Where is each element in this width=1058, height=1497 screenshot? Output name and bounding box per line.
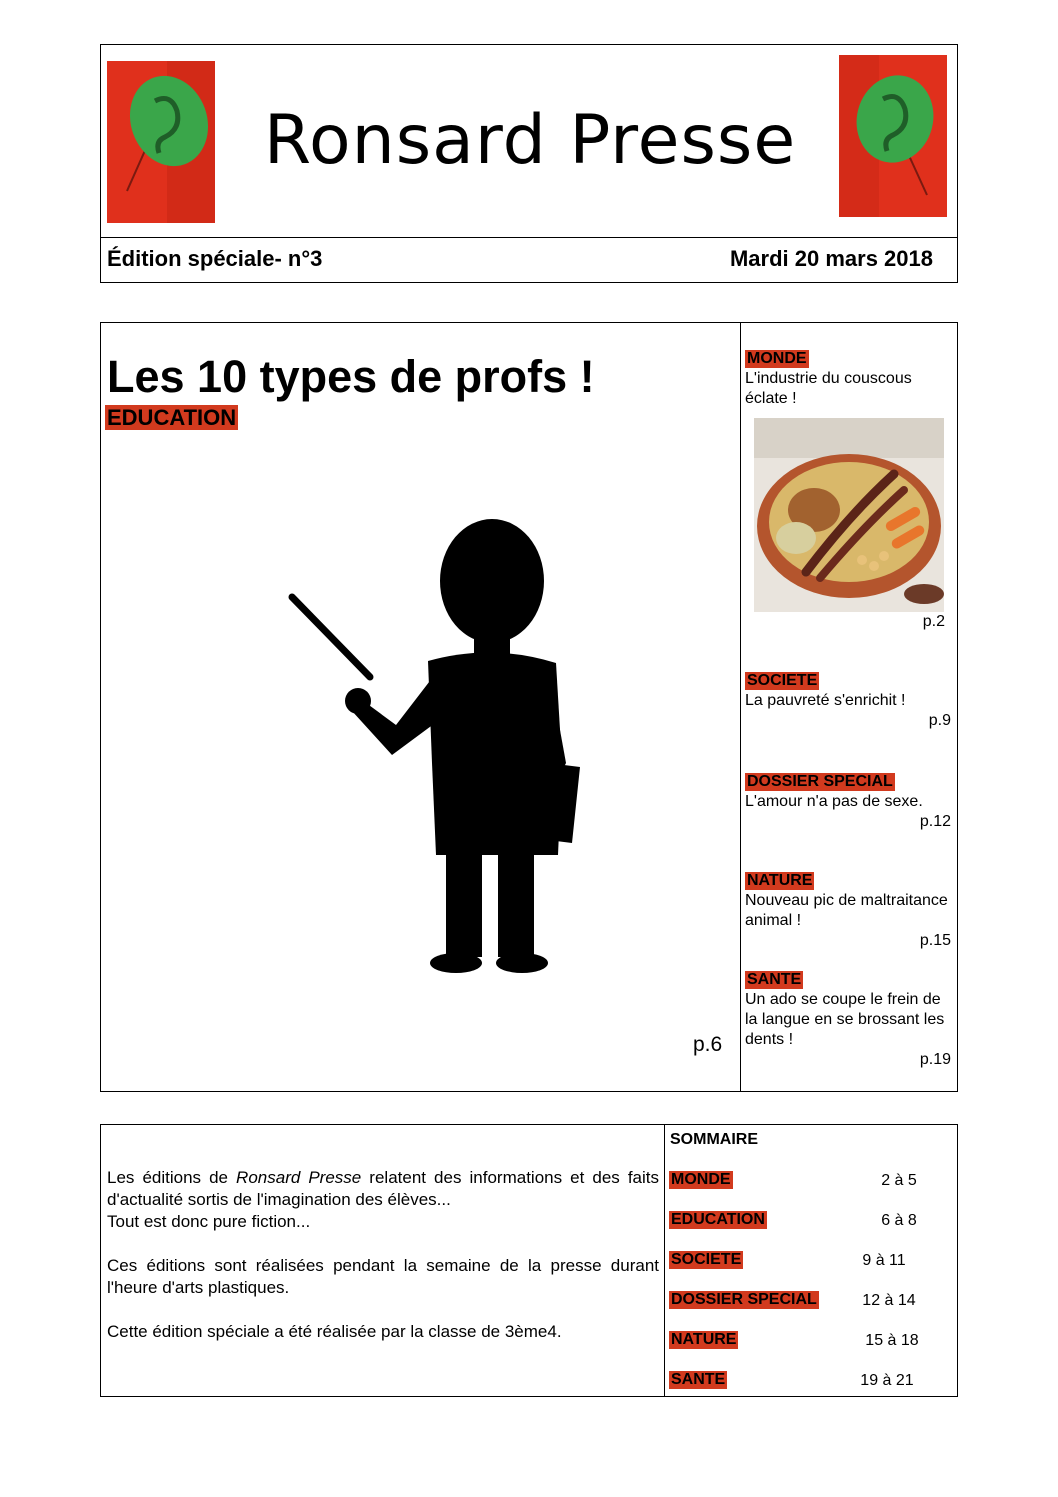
edition-bar: [100, 237, 958, 283]
teacher-silhouette-icon: [146, 463, 706, 1003]
sidebar-category: SOCIETE: [747, 672, 818, 689]
newspaper-title: Ronsard Presse: [263, 101, 797, 180]
main-headline: Les 10 types de profs !: [107, 351, 595, 402]
sidebar-text: L'industrie du couscous éclate !: [745, 370, 912, 407]
footer-text: Cette édition spéciale a été réalisée par la classe de 3ème4.: [107, 1322, 562, 1341]
sidebar-item-sante: [745, 970, 951, 1070]
toc-pages: 9 à 11: [862, 1252, 906, 1269]
toc-row: [669, 1251, 951, 1273]
sidebar-page: p.19: [919, 1051, 951, 1068]
front-page-section: [100, 322, 958, 1092]
toc-section: DOSSIER SPECIAL: [671, 1291, 817, 1308]
sommaire-title: SOMMAIRE: [670, 1131, 758, 1148]
toc-section: SANTE: [671, 1371, 726, 1388]
sidebar-text: La pauvreté s'enrichit !: [745, 692, 906, 709]
green-leaf-ear-icon: [839, 55, 947, 217]
sidebar-page: p.9: [928, 712, 951, 729]
column-divider: [740, 323, 741, 1091]
footer-section: [100, 1124, 958, 1397]
toc-section: NATURE: [671, 1331, 737, 1348]
footer-text: Tout est donc pure fiction...: [107, 1212, 311, 1231]
sidebar-category: NATURE: [747, 872, 813, 889]
toc-section: SOCIETE: [671, 1251, 742, 1268]
edition-label: Édition spéciale- n°3: [107, 246, 323, 271]
footer-text: Ces éditions sont réalisées pendant la semaine de la presse durant l'heure d'arts plastiques.: [107, 1256, 659, 1297]
sidebar-category: SANTE: [747, 971, 802, 988]
toc-pages: 6 à 8: [881, 1212, 917, 1229]
green-leaf-ear-icon: [107, 61, 215, 223]
toc-pages: 12 à 14: [862, 1292, 916, 1309]
sidebar-page: p.2: [922, 613, 945, 630]
masthead: [100, 44, 958, 238]
sidebar-item-nature: [745, 871, 951, 951]
sidebar-text: Nouveau pic de maltraitance animal !: [745, 892, 948, 929]
sidebar-page: p.15: [919, 932, 951, 949]
toc-row: [669, 1371, 951, 1393]
sidebar-item-dossier-special: [745, 772, 951, 832]
toc-row: [669, 1331, 951, 1353]
footer-text: Les éditions de: [107, 1168, 237, 1187]
sidebar-text: L'amour n'a pas de sexe.: [745, 793, 923, 810]
footer-notice: [107, 1167, 659, 1365]
headline-category: EDUCATION: [107, 405, 237, 430]
couscous-plate-icon: [754, 418, 944, 612]
column-divider: [664, 1125, 665, 1396]
sidebar-text: Un ado se coupe le frein de la langue en se brossant les dents !: [745, 991, 945, 1048]
toc-section: EDUCATION: [671, 1211, 765, 1228]
footer-text: relatent des informations et des faits d'actualité sortis de l'imagination des élèves...: [107, 1168, 659, 1209]
sidebar-page: p.12: [919, 813, 951, 830]
headline-page-ref: p.6: [693, 1033, 723, 1056]
toc-pages: 15 à 18: [865, 1332, 919, 1349]
toc-row: [669, 1211, 951, 1233]
toc-pages: 19 à 21: [860, 1372, 914, 1389]
edition-date: Mardi 20 mars 2018: [729, 246, 933, 271]
toc-row: [669, 1171, 951, 1193]
sidebar-item-societe: [745, 671, 951, 731]
sidebar-category: MONDE: [747, 350, 807, 367]
toc-row: [669, 1291, 951, 1313]
toc-section: MONDE: [671, 1171, 731, 1188]
sidebar-category: DOSSIER SPECIAL: [747, 773, 893, 790]
toc-pages: 2 à 5: [881, 1172, 917, 1189]
footer-newspaper-name: Ronsard Presse: [236, 1168, 362, 1187]
sidebar-item-monde: [745, 349, 951, 409]
